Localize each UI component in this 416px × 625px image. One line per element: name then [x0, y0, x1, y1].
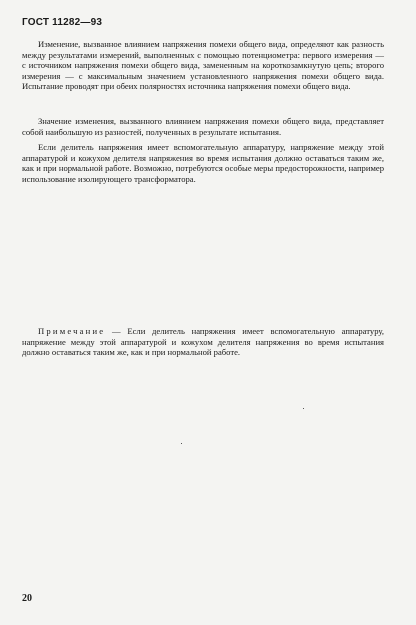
- scan-speck: [303, 408, 304, 409]
- scan-speck: [181, 443, 182, 444]
- document-header: ГОСТ 11282—93: [22, 17, 103, 28]
- paragraph-2: Значение изменения, вызванного влиянием напряжения помехи общего вида, представляет собой наибольшую из разностей, полученных в результате испытания.: [22, 116, 384, 137]
- note-label: Примечание: [38, 326, 106, 336]
- note-text: — Если делитель напряжения имеет вспомогательную аппаратуру, напряжение между этой аппаратурой и кожухом делителя напряжения во время испытания должно оставаться таким же, как и при нормальной работе.: [22, 326, 384, 358]
- note-paragraph: [22, 326, 384, 358]
- page-number: 20: [22, 593, 32, 604]
- paragraph-1: Изменение, вызванное влиянием напряжения помехи общего вида, определяют как разность между результатами измерений, выполненных с помощью потенциометра: первого измерения — с источником напряжения помехи общего вида, замененным на короткозамкнутую цепь; второго измерения — с максимальным значением установленного напряжения помехи общего вида. Испытание проводят при обеих полярностях источника напряжения помехи общего вида.: [22, 39, 384, 92]
- paragraph-3: Если делитель напряжения имеет вспомогательную аппаратуру, напряжение между этой аппаратурой и кожухом делителя напряжения во время испытания должно оставаться таким же, как и при нормальной работе. Возможно, потребуются особые меры предосторожности, например использование изолирующего трансформатора.: [22, 142, 384, 184]
